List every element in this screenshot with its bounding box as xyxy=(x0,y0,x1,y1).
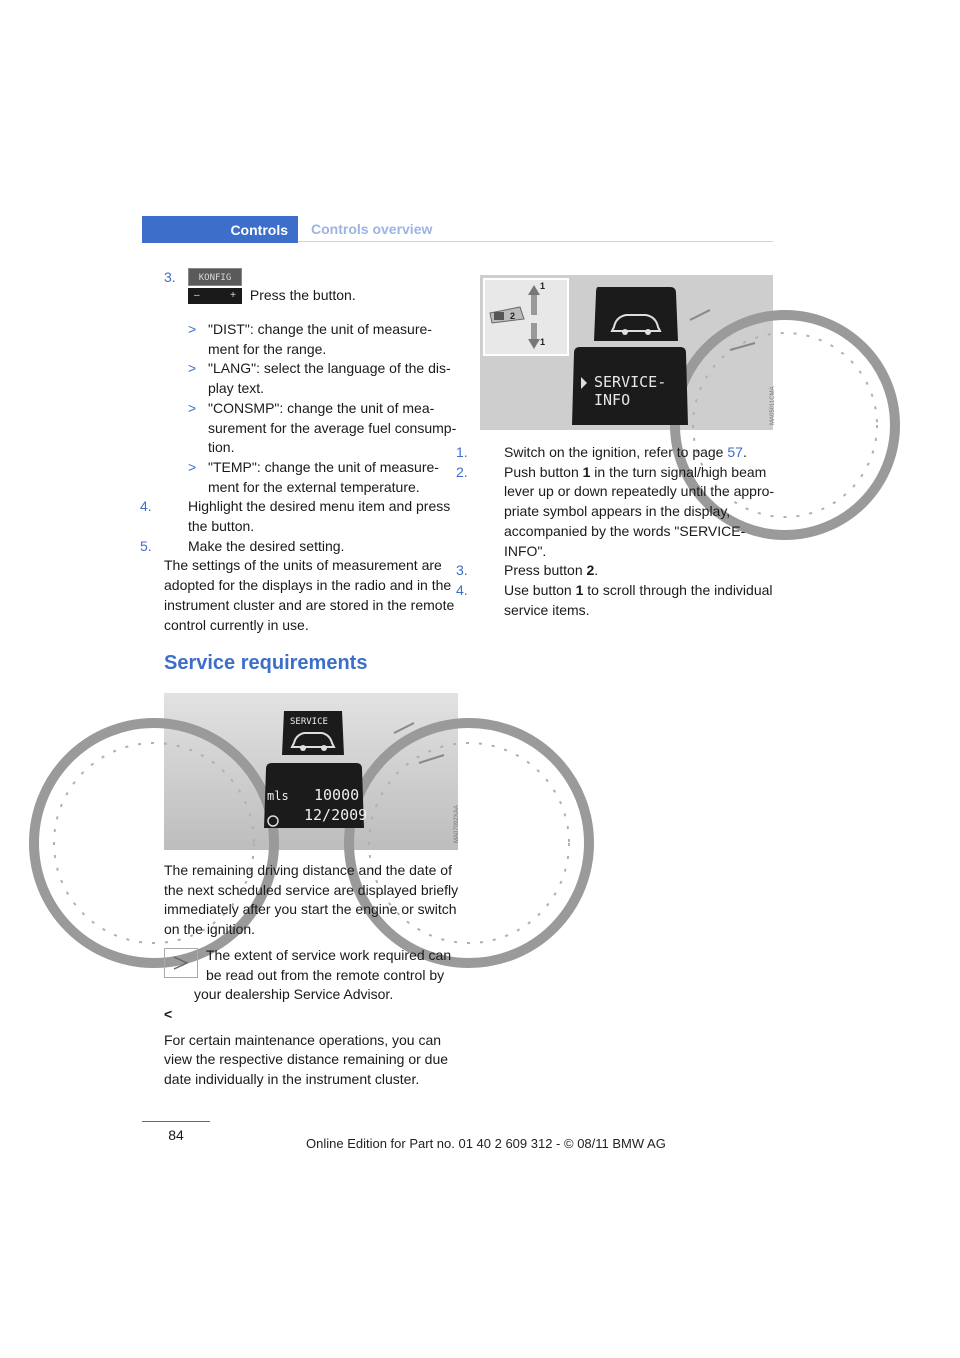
display-line-2: INFO xyxy=(594,391,631,409)
service-paragraph-1: The remaining driving distance and the date of the next scheduled service are displayed briefly immediately after you start the engine or switch on the ignition. xyxy=(164,862,459,938)
konfig-button-icon xyxy=(188,268,242,310)
minus-label: – xyxy=(194,290,200,301)
step-text: Press the button. xyxy=(249,287,356,303)
service-note xyxy=(164,946,460,1025)
bullet-arrow-icon: > xyxy=(188,360,197,377)
callout-1-bottom: 1 xyxy=(540,337,546,347)
service-date: 12/2009 xyxy=(304,806,368,824)
bullet-arrow-icon: > xyxy=(188,321,197,337)
right-step-2: 2. Push button 1 in the turn signal/high beam lever up or down repeatedly until the appro-priate symbol appears in the display, accompanied by the words "SERVICE-INFO". xyxy=(456,463,775,559)
footer-rule xyxy=(142,1121,210,1122)
bullet-arrow-icon: > xyxy=(188,458,197,475)
bullet-dist: > "DIST": change the unit of measure-ment for the range. xyxy=(188,321,432,357)
section-label: Controls xyxy=(230,221,288,238)
distance-unit: mls xyxy=(267,789,289,803)
right-step-4: 4. Use button 1 to scroll through the individual service items. xyxy=(456,581,773,618)
page-link[interactable]: 57 xyxy=(727,444,743,460)
image-code: MA07092XAA xyxy=(454,805,460,843)
page-number: 84 xyxy=(168,1127,184,1143)
units-paragraph: The settings of the units of measurement are adopted for the displays in the radio and in the instrument cluster and are stored in the remote control currently in use. xyxy=(164,557,455,633)
step-5: 5. Make the desired setting. xyxy=(140,537,345,554)
section-tab xyxy=(142,216,298,243)
note-end-mark: < xyxy=(164,1005,173,1022)
bullet-temp: > "TEMP": change the unit of measure-ment for the external temperature. xyxy=(188,458,439,495)
header-rule xyxy=(298,241,773,242)
left-column xyxy=(140,268,460,635)
section-heading: Service requirements xyxy=(164,652,368,674)
edition-note: Online Edition for Part no. 01 40 2 609 312 - © 08/11 BMW AG xyxy=(306,1136,666,1151)
konfig-display: KONFIG xyxy=(188,268,242,286)
plus-label: + xyxy=(230,290,236,301)
callout-1-top: 1 xyxy=(540,281,546,291)
step-number: 3. xyxy=(164,269,176,285)
image-code: MA05011CMA xyxy=(770,386,776,425)
step-4: 4. Highlight the desired menu item and press the button. xyxy=(140,498,451,535)
callout-2: 2 xyxy=(510,311,516,321)
subsection-label: Controls overview xyxy=(311,221,433,237)
service-info-figure xyxy=(480,275,776,430)
bullet-consmp: > "CONSMP": change the unit of mea-surement for the average fuel consump-tion. xyxy=(188,399,457,456)
step-3 xyxy=(164,268,460,310)
distance-value: 10000 xyxy=(314,786,360,804)
konfig-rocker xyxy=(188,288,242,304)
service-display-figure xyxy=(164,693,458,850)
service-paragraph-2: For certain maintenance operations, you can view the respective distance remaining or due date individually in the instrument cluster. xyxy=(164,1031,449,1088)
right-step-1: 1. Switch on the ignition, refer to page 57. xyxy=(456,444,747,460)
service-label: SERVICE xyxy=(290,717,328,727)
bullet-lang: > "LANG": select the language of the dis-play text. xyxy=(188,360,451,397)
right-column xyxy=(456,443,776,620)
note-icon xyxy=(164,948,198,978)
right-step-3: 3. Press button 2. xyxy=(456,562,599,579)
service-text xyxy=(164,861,460,1090)
bullet-arrow-icon: > xyxy=(188,399,197,416)
note-text: The extent of service work required can be read out from the remote control by your dealership Service Advisor. xyxy=(194,946,452,1003)
display-line-1: SERVICE- xyxy=(594,373,667,391)
